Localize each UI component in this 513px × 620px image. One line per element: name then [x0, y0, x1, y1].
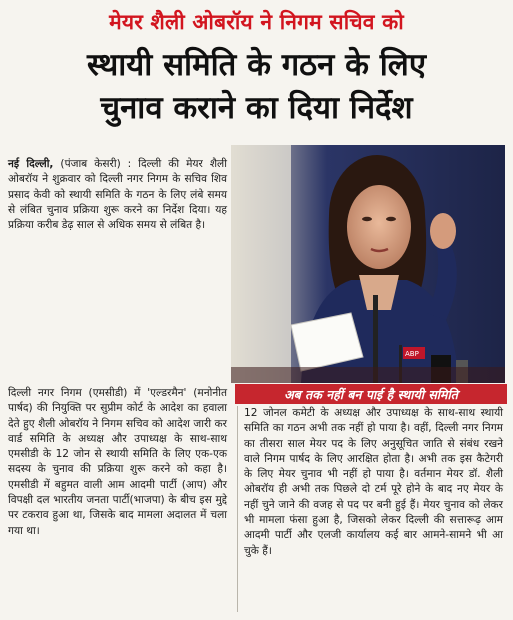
news-photo	[231, 145, 505, 383]
subheading-banner: अब तक नहीं बन पाई है स्थायी समिति	[235, 384, 507, 404]
kicker-headline: मेयर शैली ओबरॉय ने निगम सचिव को	[109, 10, 404, 34]
headline-line-2: चुनाव कराने का दिया निर्देश	[100, 90, 413, 126]
photo-illustration	[231, 145, 505, 383]
article-body-left	[8, 157, 227, 233]
main-headline	[0, 44, 513, 130]
headline-line-1: स्थायी समिति के गठन के लिए	[87, 47, 426, 83]
article-body-continued: दिल्ली नगर निगम (एमसीडी) में 'एल्डरमैन' (मनोनीत पार्षद) की नियुक्ति पर सुप्रीम कोर्ट के आदेश का हवाला देते हुए शैली ओबरॉय ने निगम सचिव को आदेश जारी कर वार्ड समिति के अध्यक्ष और उपाध्यक्ष के साथ-साथ एमसीडी के 12 जोन से स्थायी समिति के लिए एक-एक सदस्य के चुनाव की प्रक्रिया शुरू करने को कहा है। एमसीडी में बहुमत वाली आम आदमी पार्टी (आप) और विपक्षी दल भारतीय जनता पार्टी(भाजपा) के बीच इस मुद्दे पर टकराव हुआ था, जिसके बाद मामला अदालत में चला गया था।	[8, 387, 227, 537]
column-divider	[237, 406, 238, 612]
article-body-right: 12 जोनल कमेटी के अध्यक्ष और उपाध्यक्ष के साथ-साथ स्थायी समिति का गठन अभी तक नहीं हो पाया है। वहीं, दिल्ली नगर निगम का तीसरा साल मेयर पद के लिए अनुसूचित जाति से संबंध रखने वाले निगम पार्षद के लिए आरक्षित होता है। अभी तक इस कैटेगरी के लिए मेयर चुनाव भी नहीं हो पाया है। वर्तमान मेयर डॉ. शैली ओबरॉय ही अभी तक पिछले दो टर्म पूरे होने के बाद नए मेयर के नहीं चुने जाने की वजह से पद पर बनी हुई हैं। मेयर चुनाव को लेकर भी मामला फंसा हुआ है, जिसको लेकर दिल्ली की सत्तारूढ़ आम आदमी पार्टी और एलजी कार्यालय कई बार आमने-सामने भी आ चुके हैं।	[244, 407, 503, 557]
source-credit: (पंजाब केसरी) :	[53, 158, 139, 170]
lead-paragraph: दिल्ली की मेयर शैली ओबरॉय ने शुक्रवार को दिल्ली नगर निगम के सचिव शिव प्रसाद केवी को स्थायी समिति के गठन के लिए लंबे समय से लंबित चुनाव प्रक्रिया शुरू करने का निर्देश दिया। यह प्रक्रिया करीब डेढ़ साल से अधिक समय से लंबित है।	[8, 158, 227, 232]
dateline: नई दिल्ली,	[8, 158, 54, 170]
mic-label: ABP	[405, 350, 419, 358]
